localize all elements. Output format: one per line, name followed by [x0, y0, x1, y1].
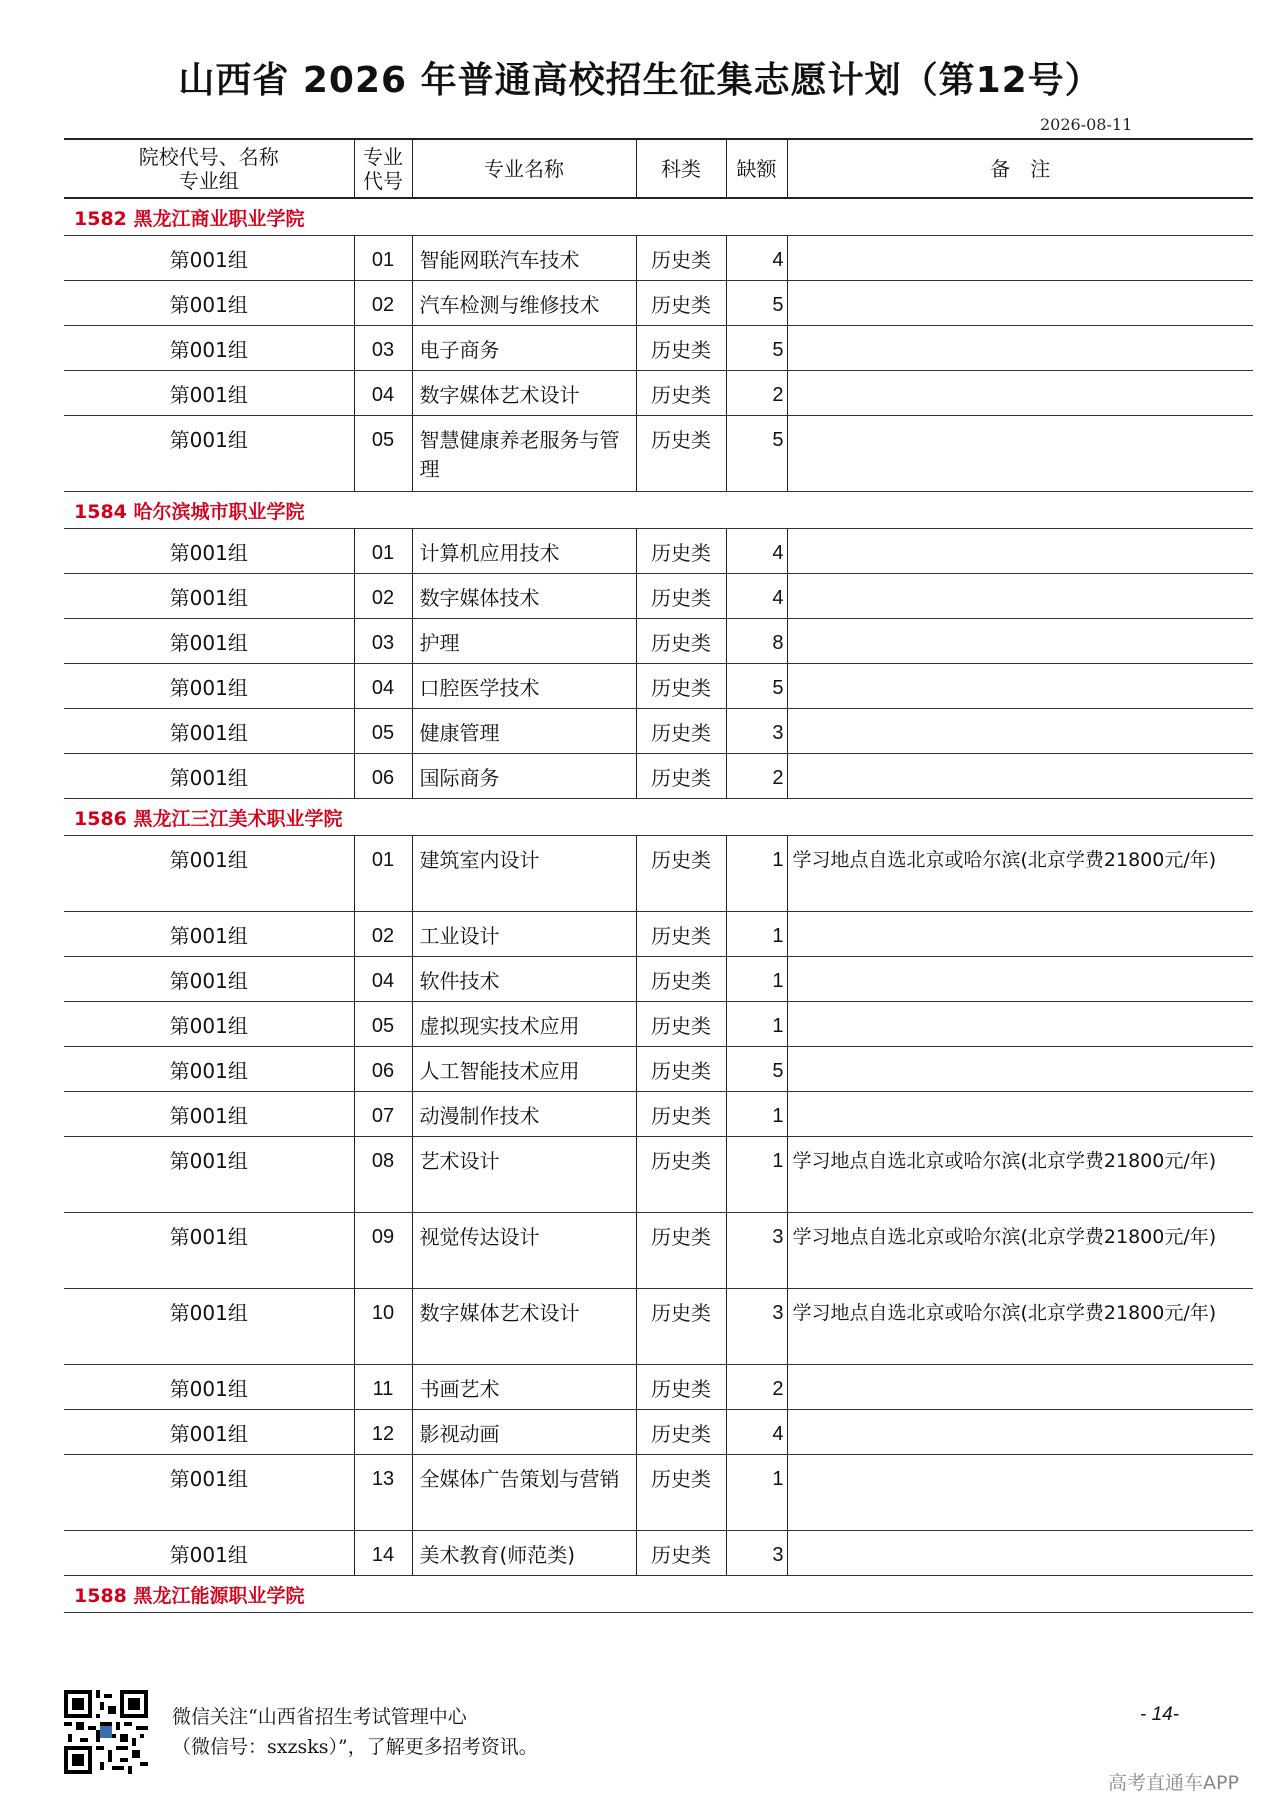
table-row	[64, 1289, 1253, 1365]
remarks-cell: 学习地点自选北京或哈尔滨(北京学费21800元/年)	[787, 836, 1253, 912]
remarks-cell	[787, 1455, 1253, 1531]
major-name-cell: 美术教育(师范类)	[412, 1531, 636, 1576]
school-header-row	[64, 1576, 1253, 1613]
major-name-cell: 数字媒体艺术设计	[412, 371, 636, 416]
group-cell: 第001组	[64, 1289, 354, 1365]
table-row	[64, 1002, 1253, 1047]
remarks-cell	[787, 1410, 1253, 1455]
remarks-cell	[787, 912, 1253, 957]
major-code-cell: 02	[354, 912, 412, 957]
remarks-cell	[787, 236, 1253, 281]
category-cell: 历史类	[636, 281, 726, 326]
group-cell: 第001组	[64, 416, 354, 492]
major-code-cell: 04	[354, 371, 412, 416]
table-row	[64, 1365, 1253, 1410]
major-code-cell: 03	[354, 619, 412, 664]
table-row	[64, 371, 1253, 416]
major-name-cell: 电子商务	[412, 326, 636, 371]
header-school: 院校代号、名称	[138, 144, 279, 169]
footer-notice	[172, 1702, 538, 1762]
category-cell: 历史类	[636, 1365, 726, 1410]
category-cell: 历史类	[636, 1002, 726, 1047]
major-name-cell: 健康管理	[412, 709, 636, 754]
major-code-cell: 13	[354, 1455, 412, 1531]
footer-line1: 微信关注“山西省招生考试管理中心	[172, 1706, 467, 1728]
vacancy-cell: 1	[726, 957, 787, 1002]
group-cell: 第001组	[64, 1047, 354, 1092]
group-cell: 第001组	[64, 1002, 354, 1047]
school-name: 1588 黑龙江能源职业学院	[64, 1576, 1253, 1613]
category-cell: 历史类	[636, 416, 726, 492]
vacancy-cell: 1	[726, 1002, 787, 1047]
category-cell: 历史类	[636, 1137, 726, 1213]
vacancy-cell: 5	[726, 416, 787, 492]
category-cell: 历史类	[636, 1410, 726, 1455]
vacancy-cell: 3	[726, 1531, 787, 1576]
header-group: 专业组	[178, 168, 239, 193]
group-cell: 第001组	[64, 664, 354, 709]
remarks-cell	[787, 529, 1253, 574]
major-name-cell: 动漫制作技术	[412, 1092, 636, 1137]
table-row	[64, 416, 1253, 492]
table-row	[64, 912, 1253, 957]
header-code-line2: 代号	[363, 168, 403, 193]
vacancy-cell: 1	[726, 1455, 787, 1531]
category-cell: 历史类	[636, 1047, 726, 1092]
school-name: 1586 黑龙江三江美术职业学院	[64, 799, 1253, 836]
table-row	[64, 754, 1253, 799]
table-row	[64, 1410, 1253, 1455]
major-code-cell: 03	[354, 326, 412, 371]
remarks-cell	[787, 574, 1253, 619]
major-name-cell: 软件技术	[412, 957, 636, 1002]
group-cell: 第001组	[64, 529, 354, 574]
group-cell: 第001组	[64, 1455, 354, 1531]
remarks-cell	[787, 416, 1253, 492]
category-cell: 历史类	[636, 1092, 726, 1137]
table-row	[64, 1531, 1253, 1576]
major-code-cell: 14	[354, 1531, 412, 1576]
category-cell: 历史类	[636, 326, 726, 371]
remarks-cell	[787, 709, 1253, 754]
group-cell: 第001组	[64, 754, 354, 799]
group-cell: 第001组	[64, 1410, 354, 1455]
school-name: 1582 黑龙江商业职业学院	[64, 198, 1253, 236]
category-cell: 历史类	[636, 754, 726, 799]
table-row	[64, 529, 1253, 574]
group-cell: 第001组	[64, 371, 354, 416]
major-code-cell: 02	[354, 281, 412, 326]
vacancy-cell: 4	[726, 1410, 787, 1455]
category-cell: 历史类	[636, 1213, 726, 1289]
major-name-cell: 计算机应用技术	[412, 529, 636, 574]
major-code-cell: 06	[354, 754, 412, 799]
table-row	[64, 1092, 1253, 1137]
major-code-cell: 11	[354, 1365, 412, 1410]
vacancy-cell: 1	[726, 1137, 787, 1213]
major-code-cell: 05	[354, 709, 412, 754]
major-code-cell: 01	[354, 836, 412, 912]
table-row	[64, 1455, 1253, 1531]
major-name-cell: 智能网联汽车技术	[412, 236, 636, 281]
major-code-cell: 04	[354, 957, 412, 1002]
category-cell: 历史类	[636, 957, 726, 1002]
major-name-cell: 数字媒体艺术设计	[412, 1289, 636, 1365]
major-code-cell: 02	[354, 574, 412, 619]
remarks-cell	[787, 1531, 1253, 1576]
vacancy-cell: 5	[726, 1047, 787, 1092]
major-code-cell: 01	[354, 236, 412, 281]
vacancy-cell: 3	[726, 709, 787, 754]
vacancy-cell: 5	[726, 281, 787, 326]
category-cell: 历史类	[636, 529, 726, 574]
major-name-cell: 口腔医学技术	[412, 664, 636, 709]
major-code-cell: 05	[354, 416, 412, 492]
group-cell: 第001组	[64, 709, 354, 754]
major-code-cell: 01	[354, 529, 412, 574]
group-cell: 第001组	[64, 1531, 354, 1576]
vacancy-cell: 1	[726, 836, 787, 912]
category-cell: 历史类	[636, 912, 726, 957]
school-header-row	[64, 799, 1253, 836]
qr-code-icon	[64, 1690, 148, 1774]
vacancy-cell: 8	[726, 619, 787, 664]
major-code-cell: 07	[354, 1092, 412, 1137]
remarks-cell	[787, 1047, 1253, 1092]
table-row	[64, 281, 1253, 326]
page-title: 山西省 2026 年普通高校招生征集志愿计划（第12号）	[178, 60, 1102, 101]
vacancy-cell: 1	[726, 1092, 787, 1137]
vacancy-cell: 4	[726, 574, 787, 619]
major-name-cell: 建筑室内设计	[412, 836, 636, 912]
major-code-cell: 04	[354, 664, 412, 709]
header-category: 科类	[636, 139, 726, 198]
vacancy-cell: 2	[726, 754, 787, 799]
major-name-cell: 影视动画	[412, 1410, 636, 1455]
major-name-cell: 人工智能技术应用	[412, 1047, 636, 1092]
table-header-row	[64, 139, 1253, 198]
category-cell: 历史类	[636, 709, 726, 754]
major-code-cell: 06	[354, 1047, 412, 1092]
major-code-cell: 08	[354, 1137, 412, 1213]
group-cell: 第001组	[64, 1365, 354, 1410]
plan-table	[64, 138, 1253, 1613]
remarks-cell	[787, 1365, 1253, 1410]
group-cell: 第001组	[64, 1092, 354, 1137]
group-cell: 第001组	[64, 326, 354, 371]
vacancy-cell: 5	[726, 664, 787, 709]
major-code-cell: 09	[354, 1213, 412, 1289]
table-row	[64, 574, 1253, 619]
major-name-cell: 虚拟现实技术应用	[412, 1002, 636, 1047]
category-cell: 历史类	[636, 836, 726, 912]
header-remarks: 备 注	[787, 139, 1253, 198]
table-row	[64, 957, 1253, 1002]
header-major: 专业名称	[412, 139, 636, 198]
header-school-group	[64, 139, 354, 198]
table-row	[64, 619, 1253, 664]
header-code-line1: 专业	[363, 144, 403, 169]
vacancy-cell: 3	[726, 1289, 787, 1365]
vacancy-cell: 3	[726, 1213, 787, 1289]
category-cell: 历史类	[636, 236, 726, 281]
remarks-cell: 学习地点自选北京或哈尔滨(北京学费21800元/年)	[787, 1213, 1253, 1289]
major-name-cell: 智慧健康养老服务与管理	[412, 416, 636, 492]
vacancy-cell: 4	[726, 529, 787, 574]
remarks-cell	[787, 1002, 1253, 1047]
page-number: - 14-	[1140, 1704, 1180, 1725]
major-name-cell: 工业设计	[412, 912, 636, 957]
vacancy-cell: 2	[726, 1365, 787, 1410]
table-row	[64, 1213, 1253, 1289]
major-name-cell: 汽车检测与维修技术	[412, 281, 636, 326]
category-cell: 历史类	[636, 1531, 726, 1576]
group-cell: 第001组	[64, 281, 354, 326]
major-code-cell: 12	[354, 1410, 412, 1455]
remarks-cell	[787, 957, 1253, 1002]
group-cell: 第001组	[64, 1213, 354, 1289]
footer-line2: （微信号：sxzsks）”，了解更多招考资讯。	[172, 1736, 538, 1758]
category-cell: 历史类	[636, 1455, 726, 1531]
remarks-cell	[787, 371, 1253, 416]
major-name-cell: 数字媒体技术	[412, 574, 636, 619]
header-code	[354, 139, 412, 198]
category-cell: 历史类	[636, 1289, 726, 1365]
category-cell: 历史类	[636, 574, 726, 619]
category-cell: 历史类	[636, 371, 726, 416]
major-code-cell: 10	[354, 1289, 412, 1365]
major-name-cell: 国际商务	[412, 754, 636, 799]
vacancy-cell: 4	[726, 236, 787, 281]
vacancy-cell: 5	[726, 326, 787, 371]
watermark: 高考直通车APP	[1108, 1772, 1239, 1794]
remarks-cell	[787, 281, 1253, 326]
group-cell: 第001组	[64, 236, 354, 281]
group-cell: 第001组	[64, 619, 354, 664]
table-row	[64, 236, 1253, 281]
publish-date: 2026-08-11	[1040, 115, 1133, 134]
school-header-row	[64, 492, 1253, 529]
major-name-cell: 全媒体广告策划与营销	[412, 1455, 636, 1531]
table-row	[64, 1047, 1253, 1092]
major-code-cell: 05	[354, 1002, 412, 1047]
table-row	[64, 836, 1253, 912]
group-cell: 第001组	[64, 957, 354, 1002]
vacancy-cell: 2	[726, 371, 787, 416]
school-name: 1584 哈尔滨城市职业学院	[64, 492, 1253, 529]
table-row	[64, 1137, 1253, 1213]
group-cell: 第001组	[64, 1137, 354, 1213]
header-vacancy: 缺额	[726, 139, 787, 198]
remarks-cell	[787, 664, 1253, 709]
remarks-cell: 学习地点自选北京或哈尔滨(北京学费21800元/年)	[787, 1137, 1253, 1213]
major-name-cell: 书画艺术	[412, 1365, 636, 1410]
group-cell: 第001组	[64, 836, 354, 912]
table-row	[64, 326, 1253, 371]
major-name-cell: 护理	[412, 619, 636, 664]
school-header-row	[64, 198, 1253, 236]
remarks-cell: 学习地点自选北京或哈尔滨(北京学费21800元/年)	[787, 1289, 1253, 1365]
remarks-cell	[787, 1092, 1253, 1137]
category-cell: 历史类	[636, 619, 726, 664]
table-row	[64, 664, 1253, 709]
vacancy-cell: 1	[726, 912, 787, 957]
remarks-cell	[787, 326, 1253, 371]
plan-table-body	[64, 198, 1253, 1613]
group-cell: 第001组	[64, 912, 354, 957]
major-name-cell: 艺术设计	[412, 1137, 636, 1213]
group-cell: 第001组	[64, 574, 354, 619]
table-row	[64, 709, 1253, 754]
remarks-cell	[787, 619, 1253, 664]
category-cell: 历史类	[636, 664, 726, 709]
major-name-cell: 视觉传达设计	[412, 1213, 636, 1289]
remarks-cell	[787, 754, 1253, 799]
